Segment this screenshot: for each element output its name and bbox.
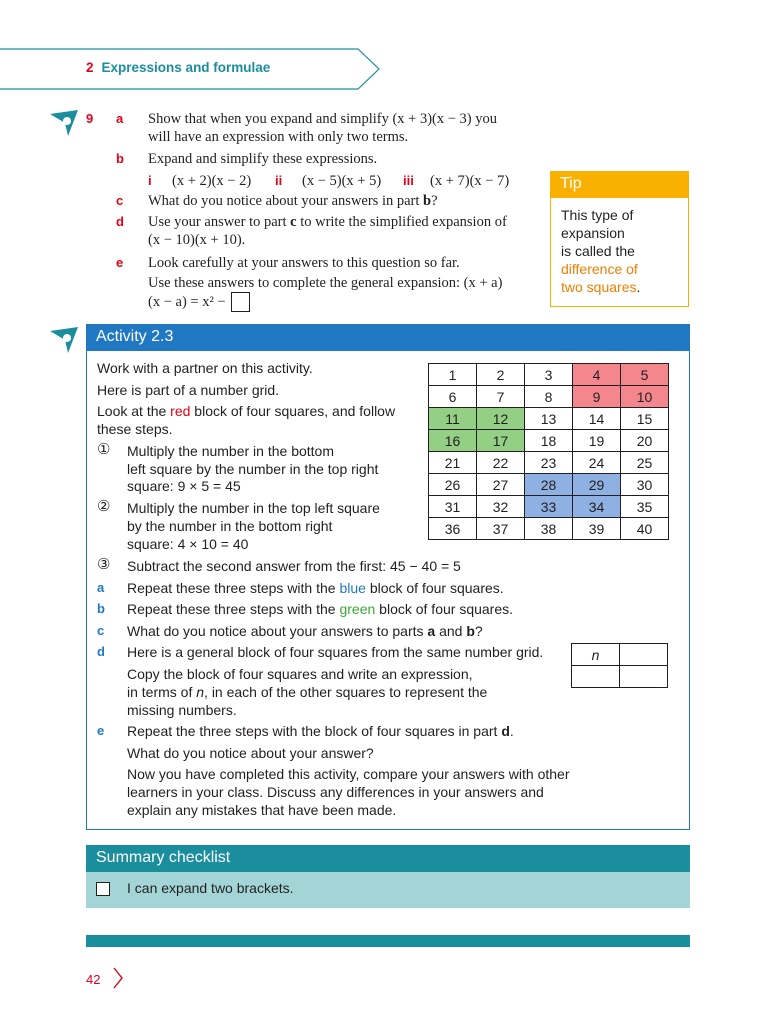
step-2-marker: ②	[97, 498, 111, 515]
grid-cell: 23	[525, 452, 573, 474]
checklist-checkbox[interactable]	[96, 882, 110, 896]
activity-d-line3: in terms of n, in each of the other squares to represent the	[127, 684, 488, 700]
step-3-line1: Subtract the second answer from the first: 45 − 40 = 5	[127, 558, 461, 574]
activity-e-line1: Repeat the three steps with the block of four squares in part d.	[127, 723, 514, 739]
grid-cell: 1	[429, 364, 477, 386]
grid-row	[429, 430, 669, 452]
general-block-grid	[571, 643, 668, 688]
tip-text: This type of expansion is called the difference of two squares.	[561, 207, 641, 295]
grid-row	[429, 518, 669, 540]
grid-cell-blue: 29	[573, 474, 621, 496]
grid-cell-blue: 33	[525, 496, 573, 518]
grid-cell: 8	[525, 386, 573, 408]
question-b-i-expr: (x + 2)(x − 2)	[172, 173, 252, 189]
grid-cell: 14	[573, 408, 621, 430]
chapter-number: 2	[86, 60, 94, 75]
grid-cell-green: 11	[429, 408, 477, 430]
grid-cell: 24	[573, 452, 621, 474]
question-b-ii-expr: (x − 5)(x + 5)	[302, 173, 382, 189]
activity-b-text: Repeat these three steps with the green block of four squares.	[127, 601, 514, 617]
question-e-label: e	[116, 255, 124, 270]
question-b-iii-expr: (x + 7)(x − 7)	[430, 173, 510, 189]
grid-cell-red: 10	[621, 386, 669, 408]
grid-cell-red: 9	[573, 386, 621, 408]
question-d-label: d	[116, 214, 124, 229]
grid-cell: 31	[429, 496, 477, 518]
grid-cell: 2	[477, 364, 525, 386]
question-e-line1: Look carefully at your answers to this question so far.	[148, 255, 460, 271]
grid-row	[429, 386, 669, 408]
activity-c-label: c	[97, 623, 105, 638]
grid-cell: 19	[573, 430, 621, 452]
grid-cell: 21	[429, 452, 477, 474]
page-number: 42	[86, 972, 101, 987]
footer-bar	[86, 935, 690, 947]
activity-d-label: d	[97, 644, 105, 659]
answer-box[interactable]	[231, 292, 250, 312]
general-cell-empty[interactable]	[620, 644, 668, 666]
step-1-line2: left square by the number in the top right	[127, 461, 379, 477]
activity-d-line1: Here is a general block of four squares from the same number grid.	[127, 644, 544, 660]
grid-cell: 36	[429, 518, 477, 540]
grid-cell: 37	[477, 518, 525, 540]
step-1-line1: Multiply the number in the bottom	[127, 443, 334, 459]
grid-cell: 27	[477, 474, 525, 496]
activity-b-label: b	[97, 601, 105, 616]
activity-intro-3: Look at the red block of four squares, and follow	[97, 403, 396, 419]
activity-intro-2: Here is part of a number grid.	[97, 382, 280, 398]
step-2-line1: Multiply the number in the top left square	[127, 500, 380, 516]
activity-a-label: a	[97, 580, 105, 595]
activity-e-line4: learners in your class. Discuss any differences in your answers and	[127, 784, 544, 800]
general-cell-empty[interactable]	[620, 666, 668, 688]
activity-header	[86, 324, 690, 351]
grid-cell: 6	[429, 386, 477, 408]
question-b-text: Expand and simplify these expressions.	[148, 151, 378, 167]
grid-cell: 38	[525, 518, 573, 540]
grid-row	[429, 408, 669, 430]
grid-row	[429, 364, 669, 386]
general-cell-empty[interactable]	[572, 666, 620, 688]
question-number: 9	[86, 111, 94, 126]
question-a-line1: Show that when you expand and simplify (x + 3)(x − 3) you	[148, 111, 497, 127]
summary-body	[86, 872, 690, 908]
grid-cell: 7	[477, 386, 525, 408]
summary-header	[86, 845, 690, 872]
step-3-marker: ③	[97, 556, 111, 573]
grid-cell: 35	[621, 496, 669, 518]
activity-a-text: Repeat these three steps with the blue block of four squares.	[127, 580, 504, 596]
activity-marker-icon	[50, 327, 80, 353]
question-b-i-label: i	[148, 173, 152, 188]
question-c-label: c	[116, 193, 124, 208]
grid-cell-green: 16	[429, 430, 477, 452]
grid-cell-blue: 28	[525, 474, 573, 496]
checklist-item: I can expand two brackets.	[127, 880, 294, 896]
grid-cell-green: 17	[477, 430, 525, 452]
challenge-marker-icon	[50, 110, 80, 136]
question-b-ii-label: ii	[275, 173, 283, 188]
activity-e-line5: explain any mistakes that have been made.	[127, 802, 397, 818]
grid-cell-red: 5	[621, 364, 669, 386]
activity-d-line4: missing numbers.	[127, 702, 237, 718]
tip-title: Tip	[560, 175, 582, 192]
activity-intro-4: these steps.	[97, 421, 173, 437]
grid-cell: 3	[525, 364, 573, 386]
step-2-line3: square: 4 × 10 = 40	[127, 536, 249, 552]
grid-row	[429, 496, 669, 518]
question-e-line2: Use these answers to complete the general expansion: (x + a)	[148, 275, 503, 291]
chapter-heading	[86, 60, 270, 75]
activity-e-label: e	[97, 723, 105, 738]
tip-box	[550, 198, 689, 307]
chapter-title: Expressions and formulae	[101, 60, 271, 75]
grid-cell: 26	[429, 474, 477, 496]
question-a-line2: will have an expression with only two terms.	[148, 129, 409, 145]
question-b-label: b	[116, 151, 124, 166]
grid-cell: 20	[621, 430, 669, 452]
number-grid	[428, 363, 669, 540]
activity-title: Activity 2.3	[96, 328, 174, 345]
step-1-marker: ①	[97, 441, 111, 458]
grid-cell-green: 12	[477, 408, 525, 430]
grid-row	[429, 474, 669, 496]
step-2-line2: by the number in the bottom right	[127, 518, 333, 534]
question-d-line2: (x − 10)(x + 10).	[148, 232, 246, 248]
chevron-right-icon	[112, 966, 124, 990]
grid-cell: 25	[621, 452, 669, 474]
grid-cell: 40	[621, 518, 669, 540]
question-d-line1: Use your answer to part c to write the simplified expansion of	[148, 214, 507, 230]
grid-cell: 39	[573, 518, 621, 540]
activity-e-line2: What do you notice about your answer?	[127, 745, 374, 761]
grid-cell: 32	[477, 496, 525, 518]
grid-cell: 22	[477, 452, 525, 474]
activity-d-line2: Copy the block of four squares and write an expression,	[127, 666, 473, 682]
grid-cell: 13	[525, 408, 573, 430]
question-c-text: What do you notice about your answers in part b?	[148, 193, 438, 209]
question-a-label: a	[116, 111, 124, 126]
activity-c-text: What do you notice about your answers to parts a and b?	[127, 623, 483, 639]
step-1-line3: square: 9 × 5 = 45	[127, 478, 241, 494]
grid-cell-red: 4	[573, 364, 621, 386]
summary-title: Summary checklist	[96, 849, 231, 866]
grid-cell: 30	[621, 474, 669, 496]
activity-e-line3: Now you have completed this activity, compare your answers with other	[127, 766, 570, 782]
grid-cell: 18	[525, 430, 573, 452]
question-b-iii-label: iii	[403, 173, 414, 188]
general-cell-n: n	[572, 644, 620, 666]
activity-intro-1: Work with a partner on this activity.	[97, 360, 313, 376]
grid-cell: 15	[621, 408, 669, 430]
question-e-line3: (x − a) = x² −	[148, 294, 226, 310]
tip-header	[550, 171, 689, 198]
grid-cell-blue: 34	[573, 496, 621, 518]
grid-row	[429, 452, 669, 474]
